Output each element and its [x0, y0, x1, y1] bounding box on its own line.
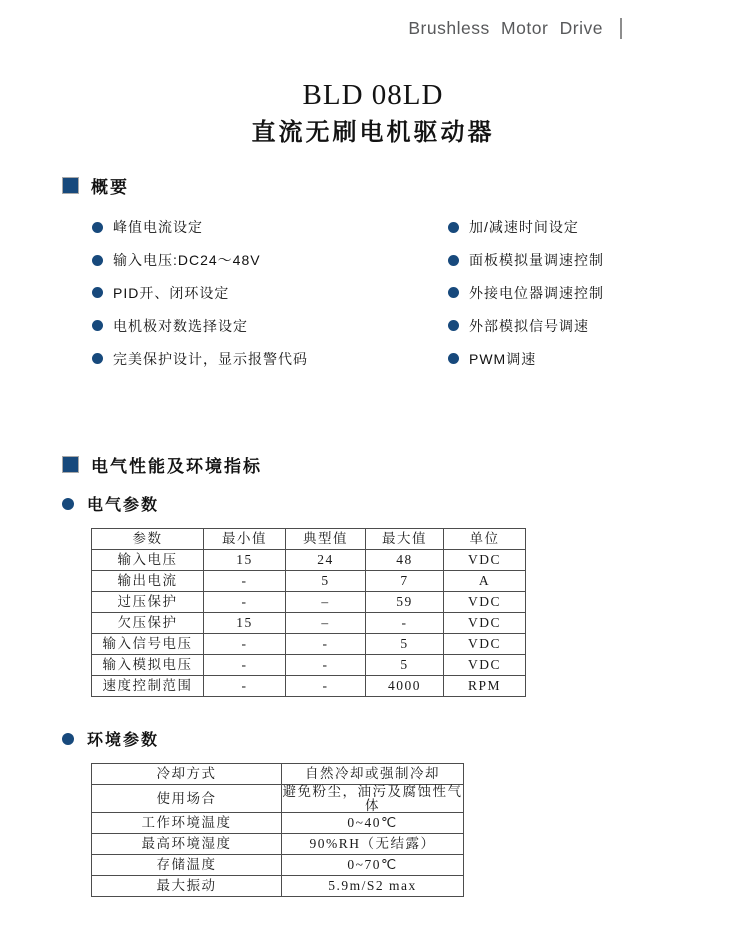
- table-cell: 0~70℃: [282, 855, 464, 876]
- section-overview-heading: [62, 173, 129, 198]
- subsection-environment-heading: [62, 727, 159, 750]
- table-cell: 最高环境湿度: [92, 834, 282, 855]
- table-cell: VDC: [444, 655, 526, 676]
- list-item: [92, 277, 308, 310]
- section-specs-label: 电气性能及环境指标: [91, 457, 262, 476]
- table-cell: VDC: [444, 634, 526, 655]
- table-row: [92, 834, 464, 855]
- list-item: [448, 342, 604, 375]
- brand-text: Brushless Motor Drive: [408, 18, 603, 38]
- table-cell: 过压保护: [92, 592, 204, 613]
- table-cell: VDC: [444, 550, 526, 571]
- subsection-electrical-label: 电气参数: [87, 497, 160, 514]
- bullet-icon: [448, 255, 459, 266]
- feature-label: PID开、闭环设定: [113, 284, 230, 301]
- bullet-icon: [92, 222, 103, 233]
- table-cell: 输入电压: [92, 550, 204, 571]
- table-cell: 7: [366, 571, 444, 592]
- table-cell: 4000: [366, 676, 444, 697]
- table-cell: 48: [366, 550, 444, 571]
- table-cell: 90%RH（无结露）: [282, 834, 464, 855]
- table-cell: -: [286, 676, 366, 697]
- table-row: [92, 855, 464, 876]
- table-cell: 5: [366, 634, 444, 655]
- section-specs-heading: [62, 452, 262, 477]
- bullet-icon: [92, 255, 103, 266]
- bullet-icon: [448, 287, 459, 298]
- list-item: [448, 211, 604, 244]
- table-row: [92, 634, 526, 655]
- table-cell: A: [444, 571, 526, 592]
- table-cell: VDC: [444, 592, 526, 613]
- table-cell: 输入模拟电压: [92, 655, 204, 676]
- table-cell: 5: [366, 655, 444, 676]
- feature-label: 面板模拟量调速控制: [469, 252, 604, 269]
- table-cell: 输入信号电压: [92, 634, 204, 655]
- table-cell: 15: [204, 613, 286, 634]
- feature-label: 完美保护设计，显示报警代码: [113, 350, 308, 367]
- table-row: [92, 785, 464, 813]
- bullet-icon: [92, 353, 103, 364]
- list-item: [92, 244, 308, 277]
- table-header-row: [92, 529, 526, 550]
- table-header-cell: 最小值: [204, 529, 286, 550]
- bullet-icon: [92, 287, 103, 298]
- bullet-icon: [62, 498, 74, 510]
- table-cell: 工作环境温度: [92, 813, 282, 834]
- bullet-icon: [92, 320, 103, 331]
- table-cell: 存储温度: [92, 855, 282, 876]
- subsection-electrical-heading: [62, 492, 159, 515]
- product-name-title: 直流无刷电机驱动器: [251, 119, 495, 146]
- table-header-cell: 参数: [92, 529, 204, 550]
- table-cell: -: [286, 634, 366, 655]
- header-separator: [620, 18, 622, 39]
- table-cell: 59: [366, 592, 444, 613]
- subsection-environment-label: 环境参数: [87, 732, 160, 749]
- feature-label: 加/减速时间设定: [469, 219, 579, 236]
- table-header-cell: 最大值: [366, 529, 444, 550]
- table-cell: -: [286, 655, 366, 676]
- table-row: [92, 764, 464, 785]
- table-cell: 避免粉尘，油污及腐蚀性气体: [282, 784, 463, 813]
- environment-parameters-table: [91, 763, 464, 897]
- table-cell: -: [366, 613, 444, 634]
- electrical-parameters-table: [91, 528, 526, 697]
- table-cell: 5: [286, 571, 366, 592]
- section-square-icon: [62, 177, 79, 194]
- bullet-icon: [448, 222, 459, 233]
- table-cell: 5.9m/S2 max: [282, 876, 464, 897]
- table-row: [92, 571, 526, 592]
- table-row: [92, 876, 464, 897]
- list-item: [448, 244, 604, 277]
- table-cell: -: [204, 634, 286, 655]
- table-cell: 0~40℃: [282, 813, 464, 834]
- table-cell: -: [204, 676, 286, 697]
- table-header-cell: 典型值: [286, 529, 366, 550]
- section-square-icon: [62, 456, 79, 473]
- table-row: [92, 813, 464, 834]
- table-cell: 自然冷却或强制冷却: [282, 764, 464, 785]
- table-cell: –: [286, 592, 366, 613]
- table-row: [92, 613, 526, 634]
- table-cell: 最大振动: [92, 876, 282, 897]
- page-header: [0, 18, 746, 39]
- table-cell: 15: [204, 550, 286, 571]
- product-model-title: BLD 08LD: [302, 79, 444, 111]
- table-cell: –: [286, 613, 366, 634]
- feature-label: 峰值电流设定: [113, 219, 203, 236]
- list-item: [448, 277, 604, 310]
- table-row: [92, 592, 526, 613]
- list-item: [92, 211, 308, 244]
- table-row: [92, 550, 526, 571]
- overview-feature-list-left: [92, 211, 308, 375]
- feature-label: 外部模拟信号调速: [469, 317, 589, 334]
- overview-feature-list-right: [448, 211, 604, 375]
- list-item: [92, 309, 308, 342]
- feature-label: 外接电位器调速控制: [469, 284, 604, 301]
- table-row: [92, 655, 526, 676]
- table-cell: 使用场合: [92, 785, 282, 813]
- feature-label: 电机极对数选择设定: [113, 317, 248, 334]
- bullet-icon: [62, 733, 74, 745]
- table-cell: 输出电流: [92, 571, 204, 592]
- list-item: [92, 342, 308, 375]
- table-cell: -: [204, 571, 286, 592]
- table-header-cell: 单位: [444, 529, 526, 550]
- table-cell: 速度控制范围: [92, 676, 204, 697]
- bullet-icon: [448, 320, 459, 331]
- bullet-icon: [448, 353, 459, 364]
- table-cell: 冷却方式: [92, 764, 282, 785]
- table-cell: VDC: [444, 613, 526, 634]
- table-cell: 24: [286, 550, 366, 571]
- table-row: [92, 676, 526, 697]
- feature-label: PWM调速: [469, 350, 537, 367]
- list-item: [448, 309, 604, 342]
- section-overview-label: 概要: [91, 178, 129, 197]
- table-cell: RPM: [444, 676, 526, 697]
- table-cell: -: [204, 655, 286, 676]
- table-cell: 欠压保护: [92, 613, 204, 634]
- table-cell: -: [204, 592, 286, 613]
- feature-label: 输入电压:DC24～48V: [113, 252, 261, 269]
